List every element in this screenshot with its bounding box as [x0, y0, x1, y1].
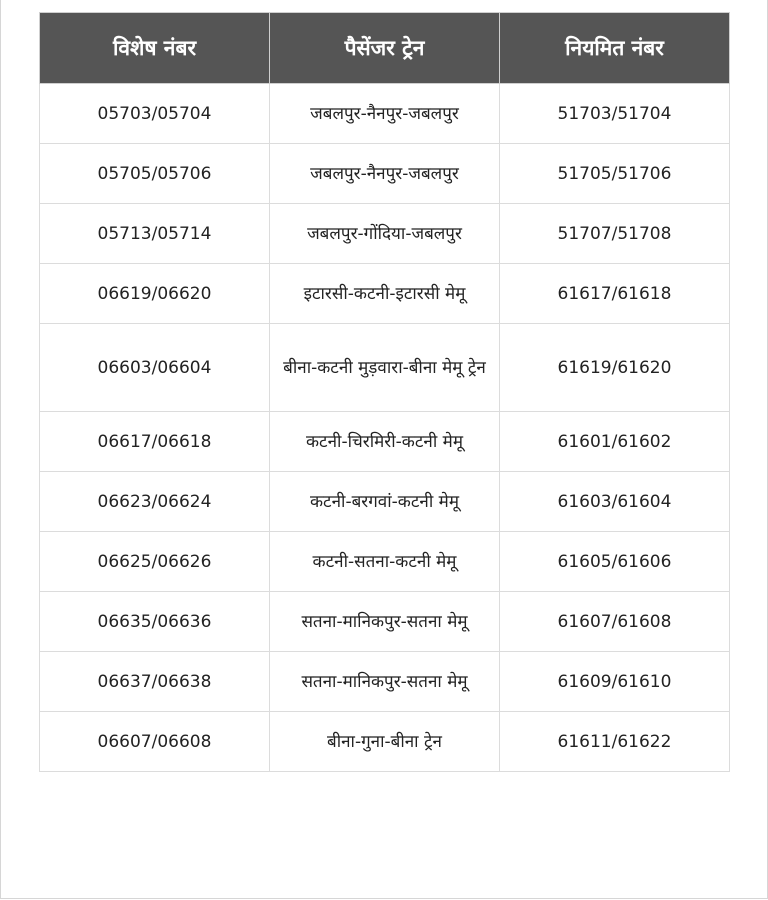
- table-row: [40, 84, 730, 144]
- table-row: [40, 652, 730, 712]
- regular-number-cell: 51703/51704: [500, 84, 730, 144]
- train-name-cell: कटनी-सतना-कटनी मेमू: [270, 532, 500, 592]
- special-number-cell: 06607/06608: [40, 712, 270, 772]
- header-passenger-train: पैसेंजर ट्रेन: [270, 13, 500, 84]
- table-row: [40, 412, 730, 472]
- regular-number-cell: 51707/51708: [500, 204, 730, 264]
- train-name-cell: सतना-मानिकपुर-सतना मेमू: [270, 652, 500, 712]
- regular-number-cell: 61619/61620: [500, 324, 730, 412]
- train-name-cell: सतना-मानिकपुर-सतना मेमू: [270, 592, 500, 652]
- regular-number-cell: 61607/61608: [500, 592, 730, 652]
- special-number-cell: 05703/05704: [40, 84, 270, 144]
- special-number-cell: 06637/06638: [40, 652, 270, 712]
- train-number-table: [39, 12, 730, 772]
- table-row: [40, 204, 730, 264]
- table-row: [40, 324, 730, 412]
- table-row: [40, 712, 730, 772]
- header-regular-number: नियमित नंबर: [500, 13, 730, 84]
- table-row: [40, 264, 730, 324]
- table-row: [40, 592, 730, 652]
- special-number-cell: 05713/05714: [40, 204, 270, 264]
- special-number-cell: 06625/06626: [40, 532, 270, 592]
- special-number-cell: 06619/06620: [40, 264, 270, 324]
- special-number-cell: 06635/06636: [40, 592, 270, 652]
- table-header: [40, 13, 730, 84]
- train-name-cell: इटारसी-कटनी-इटारसी मेमू: [270, 264, 500, 324]
- header-special-number: विशेष नंबर: [40, 13, 270, 84]
- header-row: [40, 13, 730, 84]
- regular-number-cell: 61603/61604: [500, 472, 730, 532]
- regular-number-cell: 61601/61602: [500, 412, 730, 472]
- train-name-cell: जबलपुर-नैनपुर-जबलपुर: [270, 144, 500, 204]
- special-number-cell: 06623/06624: [40, 472, 270, 532]
- special-number-cell: 05705/05706: [40, 144, 270, 204]
- regular-number-cell: 61617/61618: [500, 264, 730, 324]
- regular-number-cell: 61611/61622: [500, 712, 730, 772]
- regular-number-cell: 51705/51706: [500, 144, 730, 204]
- train-name-cell: जबलपुर-नैनपुर-जबलपुर: [270, 84, 500, 144]
- train-name-cell: कटनी-बरगवां-कटनी मेमू: [270, 472, 500, 532]
- train-name-cell: बीना-गुना-बीना ट्रेन: [270, 712, 500, 772]
- train-name-cell: बीना-कटनी मुड़वारा-बीना मेमू ट्रेन: [270, 324, 500, 412]
- table-row: [40, 532, 730, 592]
- table-row: [40, 144, 730, 204]
- train-name-cell: कटनी-चिरमिरी-कटनी मेमू: [270, 412, 500, 472]
- regular-number-cell: 61605/61606: [500, 532, 730, 592]
- train-name-cell: जबलपुर-गोंदिया-जबलपुर: [270, 204, 500, 264]
- table-row: [40, 472, 730, 532]
- table-body: [40, 84, 730, 772]
- regular-number-cell: 61609/61610: [500, 652, 730, 712]
- special-number-cell: 06603/06604: [40, 324, 270, 412]
- special-number-cell: 06617/06618: [40, 412, 270, 472]
